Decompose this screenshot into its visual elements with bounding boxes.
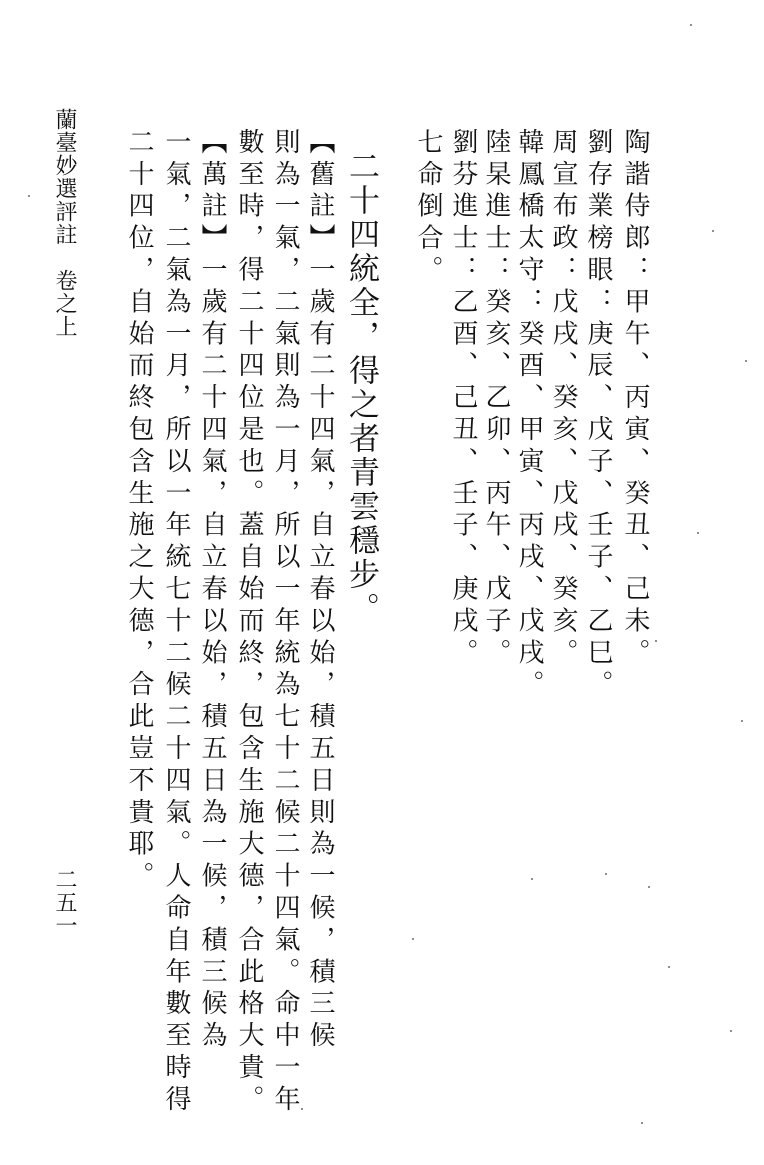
paper-speck [641, 1122, 643, 1124]
wan-commentary-column-3: 二十四位，自始而終包含生施之大德，合此豈不貴耶。 [124, 128, 154, 894]
paper-speck [697, 532, 699, 534]
text-column-7: 七命倒合。 [413, 128, 443, 288]
old-commentary-column-2: 則為一氣，二氣則為一月，所以一年統為七十二候二十四氣。命中一年 [270, 128, 300, 1117]
section-heading: 二十四統全，得之者青雲穩步。 [343, 150, 379, 626]
wan-commentary-column-2: 一氣，二氣為一月，所以一年統七十二候二十四氣。人命自年數至時得 [161, 128, 191, 1117]
paper-speck [412, 938, 414, 940]
paper-speck [741, 720, 743, 722]
paper-speck [730, 1030, 732, 1032]
paper-speck [690, 24, 692, 26]
old-commentary-column-3: 數至時，得二十四位是也。蓋自始而終，包含生施大德，合此格大貴。 [234, 128, 264, 1117]
paper-speck [668, 966, 670, 968]
text-column-4: 韓鳳橋太守：癸酉、甲寅、丙戌、戊戌。 [514, 128, 544, 703]
running-header: 蘭臺妙選評註 卷之上 [52, 108, 77, 338]
paper-speck [301, 1108, 303, 1110]
paper-speck [655, 640, 657, 642]
old-commentary-column-1: 【舊註】一歲有二十四氣，自立春以始，積五日則為一候，積三候 [305, 128, 335, 1054]
paper-speck [531, 878, 533, 880]
text-column-2: 劉存業榜眼：庚辰、戊子、壬子、乙巳。 [583, 128, 613, 703]
paper-speck [745, 360, 747, 362]
text-column-3: 周宣布政：戊戌、癸亥、戊戌、癸亥。 [548, 128, 578, 671]
paper-speck [28, 195, 30, 197]
page-number: 二五一 [52, 868, 77, 937]
text-column-1: 陶諧侍郎：甲午、丙寅、癸丑、己未。 [620, 128, 650, 671]
paper-speck [605, 873, 607, 875]
paper-speck [712, 230, 714, 232]
text-column-5: 陸杲進士：癸亥、乙卯、丙午、戊子。 [481, 128, 511, 671]
wan-commentary-column-1: 【萬註】一歲有二十四氣，自立春以始，積五日為一候，積三候為 [197, 128, 227, 1054]
paper-speck [648, 886, 650, 888]
text-column-6: 劉芬進士：乙酉、己丑、壬子、庚戌。 [448, 128, 478, 671]
